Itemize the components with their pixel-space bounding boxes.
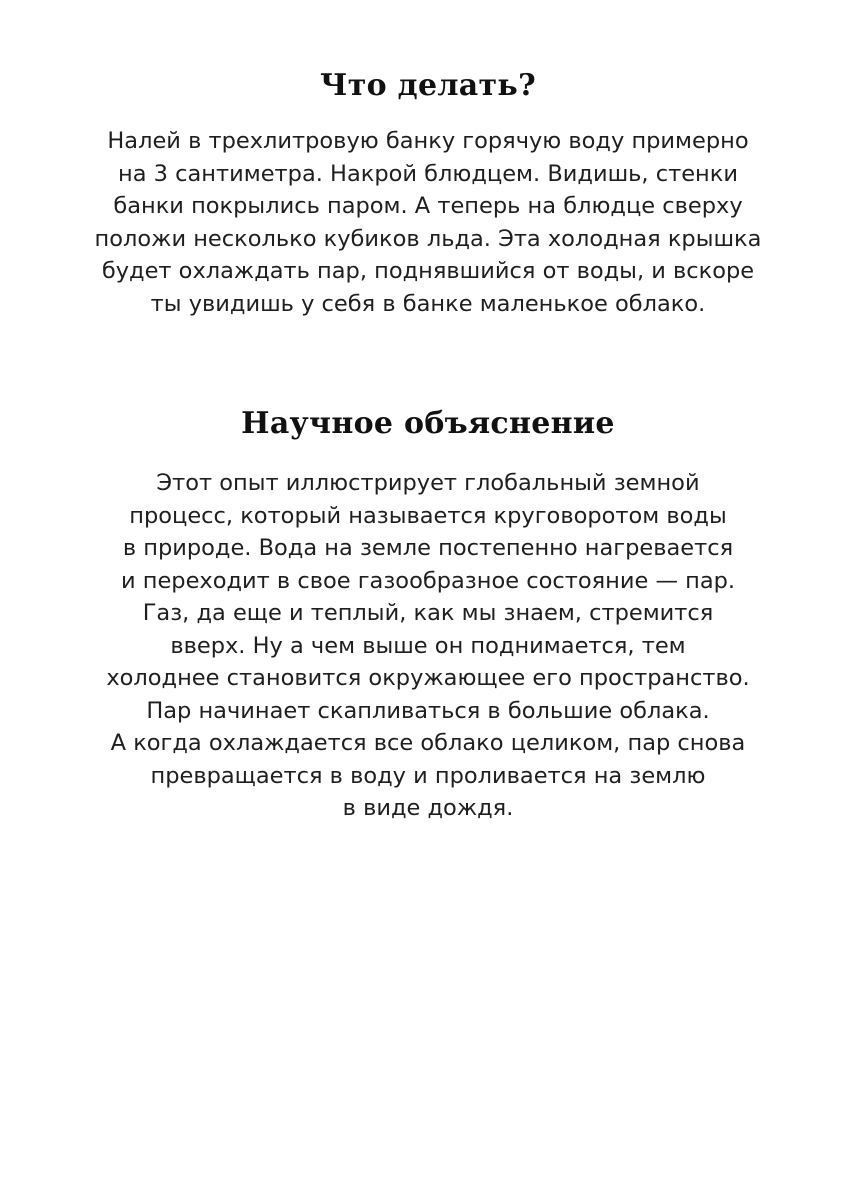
text-line: вверх. Ну а чем выше он поднимается, тем (170, 632, 686, 659)
text-line: А когда охлаждается все облако целиком, пар снова (110, 730, 746, 756)
text-line: процесс, который называется круговоротом воды (129, 502, 727, 529)
section-body-what-to-do (80, 125, 776, 320)
text-line: в природе. Вода на земле постепенно нагревается (122, 535, 734, 561)
text-line: Этот опыт иллюстрирует глобальный земной (156, 470, 700, 496)
section-scientific-explanation (80, 406, 776, 825)
section-body-scientific-explanation (80, 467, 776, 825)
text-line: банки покрылись паром. А теперь на блюдце сверху (113, 193, 743, 219)
text-line: Налей в трехлитровую банку горячую воду примерно (107, 128, 749, 154)
text-line: в виде дождя. (342, 795, 514, 821)
section-what-to-do (80, 68, 776, 320)
section-title-scientific-explanation: Научное объяснение (241, 406, 615, 441)
text-line: и переходит в свое газообразное состояние — пар. (120, 567, 736, 594)
text-line: положи несколько кубиков льда. Эта холодная крышка (94, 225, 762, 252)
section-title-what-to-do: Что делать? (320, 68, 536, 103)
text-line: превращается в воду и проливается на землю (150, 762, 706, 789)
text-line: Пар начинает скапливаться в большие облака. (146, 697, 710, 724)
text-line: на 3 сантиметра. Накрой блюдцем. Видишь, стенки (118, 160, 738, 187)
text-line: Газ, да еще и теплый, как мы знаем, стремится (142, 600, 714, 626)
text-line: будет охлаждать пар, поднявшийся от воды, и вскоре (101, 258, 755, 284)
text-line: ты увидишь у себя в банке маленькое облако. (150, 290, 706, 317)
text-line: холоднее становится окружающее его пространство. (106, 665, 750, 691)
